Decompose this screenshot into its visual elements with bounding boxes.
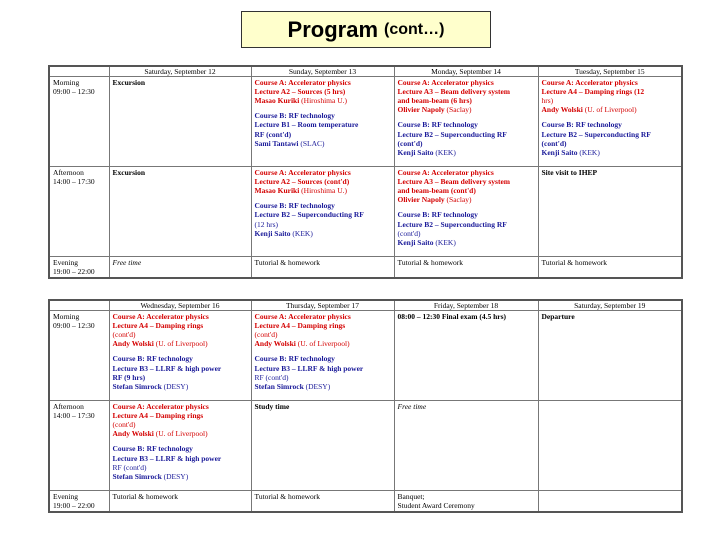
lecturer-affiliation: (SLAC) [300, 138, 325, 148]
course-a-title: Course A: Accelerator physics [397, 168, 494, 178]
day-header-sun13: Sunday, September 13 [251, 66, 394, 77]
lecture-title-cont: and beam-beam (6 hrs) [397, 96, 472, 106]
lecturer-affiliation: (DESY) [163, 381, 189, 391]
course-b-title: Course B: RF technology [397, 120, 478, 130]
day-header-sat12: Saturday, September 12 [109, 66, 251, 77]
lecture-title: Lecture A4 – Damping rings (12 [541, 87, 645, 97]
cell-text: 08:00 – 12:30 Final exam (4.5 hrs) [397, 312, 507, 322]
lecture-title-cont: (cont'd) [397, 228, 421, 238]
sat19-afternoon [538, 401, 682, 491]
cell-text: Site visit to IHEP [541, 168, 598, 178]
course-a-title: Course A: Accelerator physics [112, 402, 209, 412]
lecture-title-cont: hrs) [541, 96, 554, 106]
cell-text: Tutorial & homework [254, 258, 321, 268]
course-a-title: Course A: Accelerator physics [541, 78, 638, 88]
course-a-title: Course A: Accelerator physics [397, 78, 494, 88]
slot-label: Evening [53, 258, 78, 268]
lecture-title: Lecture B3 – LLRF & high power [112, 363, 222, 373]
course-b-title: Course B: RF technology [112, 354, 193, 364]
lecturer-affiliation: (U. of Liverpool) [297, 339, 350, 349]
sat12-afternoon [109, 167, 251, 257]
lecture-title: Lecture A4 – Damping rings [112, 411, 204, 421]
afternoon-row [49, 401, 682, 491]
lecture-title-cont: RF (cont'd) [254, 129, 292, 139]
day-header-sat19: Saturday, September 19 [538, 300, 682, 311]
lecturer-name: Stefan Simrock [112, 381, 162, 391]
cell-text: Excursion [112, 78, 146, 88]
course-b-title: Course B: RF technology [397, 210, 478, 220]
lecture-title-cont: and beam-beam (cont'd) [397, 186, 476, 196]
slot-morning [49, 311, 109, 401]
mon14-morning [394, 77, 538, 167]
course-a-title: Course A: Accelerator physics [254, 312, 351, 322]
slot-label: Afternoon [53, 402, 84, 412]
lecturer-name: Masao Kuriki [254, 96, 300, 106]
lecture-title: Lecture A3 – Beam delivery system [397, 177, 511, 187]
lecture-title: Lecture B2 – Superconducting RF [254, 210, 364, 220]
lecturer-name: Olivier Napoly [397, 105, 445, 115]
tue15-evening [538, 257, 682, 279]
lecturer-affiliation: (KEK) [579, 147, 600, 157]
mon14-evening [394, 257, 538, 279]
cell-text: Free time [112, 258, 142, 268]
lecture-title: Lecture A4 – Damping rings [254, 321, 346, 331]
lecture-title-cont: RF (9 hrs) [112, 372, 146, 382]
slot-morning [49, 77, 109, 167]
slot-evening [49, 491, 109, 513]
slot-label: Evening [53, 492, 78, 502]
lecturer-affiliation: (KEK) [435, 237, 456, 247]
morning-row [49, 77, 682, 167]
course-b-title: Course B: RF technology [254, 354, 335, 364]
course-a-title: Course A: Accelerator physics [254, 78, 351, 88]
sat19-morning [538, 311, 682, 401]
afternoon-row [49, 167, 682, 257]
course-b-title: Course B: RF technology [254, 201, 335, 211]
day-header-wed16: Wednesday, September 16 [109, 300, 251, 311]
slot-label: Afternoon [53, 168, 84, 178]
lecturer-name: Sami Tantawi [254, 138, 299, 148]
lecturer-name: Masao Kuriki [254, 186, 300, 196]
lecturer-name: Kenji Saito [397, 147, 434, 157]
page-title: Program [287, 16, 379, 42]
lecture-title: Lecture B2 – Superconducting RF [397, 129, 507, 139]
lecture-title: Lecture B3 – LLRF & high power [112, 453, 222, 463]
cell-text: Banquet; [397, 492, 425, 502]
lecturer-name: Stefan Simrock [254, 381, 304, 391]
lecture-title-cont: RF (cont'd) [254, 372, 289, 382]
cell-text: Departure [541, 312, 575, 322]
lecture-title-cont: (cont'd) [397, 138, 423, 148]
lecturer-affiliation: (U. of Liverpool) [155, 339, 208, 349]
lecturer-name: Andy Wolski [541, 105, 583, 115]
lecture-title: Lecture B3 – LLRF & high power [254, 363, 364, 373]
lecturer-affiliation: (Saclay) [446, 105, 472, 115]
slot-label: Morning [53, 312, 80, 322]
lecture-title-cont: (cont'd) [112, 420, 136, 430]
tue15-morning [538, 77, 682, 167]
fri18-morning [394, 311, 538, 401]
thu17-evening [251, 491, 394, 513]
lecture-title-cont: RF (cont'd) [112, 462, 147, 472]
mon14-afternoon [394, 167, 538, 257]
sun13-evening [251, 257, 394, 279]
slot-afternoon [49, 401, 109, 491]
wed16-evening [109, 491, 251, 513]
lecturer-name: Kenji Saito [541, 147, 578, 157]
day-header-tue15: Tuesday, September 15 [538, 66, 682, 77]
cell-text: Tutorial & homework [541, 258, 608, 268]
cell-text: Tutorial & homework [254, 492, 321, 502]
slot-label: Morning [53, 78, 80, 88]
slot-evening [49, 257, 109, 279]
sun13-morning [251, 77, 394, 167]
slot-time: 09:00 – 12:30 [53, 87, 95, 97]
sat12-morning [109, 77, 251, 167]
lecture-title: Lecture A3 – Beam delivery system [397, 87, 511, 97]
course-b-title: Course B: RF technology [112, 444, 193, 454]
lecturer-affiliation: (Saclay) [446, 195, 472, 205]
cell-text: Excursion [112, 168, 146, 178]
day-header-fri18: Friday, September 18 [394, 300, 538, 311]
day-header-mon14: Monday, September 14 [394, 66, 538, 77]
sun13-afternoon [251, 167, 394, 257]
evening-row [49, 257, 682, 279]
wed16-morning [109, 311, 251, 401]
lecturer-name: Olivier Napoly [397, 195, 445, 205]
header-row [49, 300, 682, 311]
lecture-title: Lecture A2 – Sources (cont'd) [254, 177, 350, 187]
evening-row [49, 491, 682, 513]
tue15-afternoon [538, 167, 682, 257]
cell-text: Tutorial & homework [112, 492, 179, 502]
corner-cell [49, 300, 109, 311]
lecturer-name: Andy Wolski [112, 429, 154, 439]
lecture-title-cont: (12 hrs) [254, 219, 279, 229]
schedule-table-week2 [48, 299, 683, 513]
cell-text: Free time [397, 402, 427, 412]
schedule-table-week1 [48, 65, 683, 279]
lecture-title: Lecture A4 – Damping rings [112, 321, 204, 331]
morning-row [49, 311, 682, 401]
lecture-title: Lecture B2 – Superconducting RF [541, 129, 651, 139]
lecturer-affiliation: (U. of Liverpool) [155, 429, 208, 439]
lecture-title: Lecture B1 – Room temperature [254, 120, 359, 130]
sat12-evening [109, 257, 251, 279]
cell-text: Tutorial & homework [397, 258, 464, 268]
lecturer-affiliation: (DESY) [163, 471, 189, 481]
cell-text: Student Award Ceremony [397, 501, 475, 511]
lecturer-name: Stefan Simrock [112, 471, 162, 481]
slot-time: 09:00 – 12:30 [53, 321, 95, 331]
slot-time: 14:00 – 17:30 [53, 411, 95, 421]
sat19-evening [538, 491, 682, 513]
fri18-evening [394, 491, 538, 513]
course-a-title: Course A: Accelerator physics [254, 168, 351, 178]
thu17-afternoon [251, 401, 394, 491]
slot-time: 14:00 – 17:30 [53, 177, 95, 187]
lecturer-name: Andy Wolski [112, 339, 154, 349]
day-header-thu17: Thursday, September 17 [251, 300, 394, 311]
course-b-title: Course B: RF technology [254, 111, 335, 121]
lecturer-name: Kenji Saito [397, 237, 434, 247]
lecturer-affiliation: (KEK) [435, 147, 456, 157]
lecturer-affiliation: (KEK) [292, 228, 313, 238]
header-row [49, 66, 682, 77]
slot-afternoon [49, 167, 109, 257]
page-title-suffix: (cont…) [384, 20, 445, 38]
lecturer-affiliation: (Hiroshima U.) [301, 186, 347, 196]
lecture-title: Lecture A2 – Sources (5 hrs) [254, 87, 346, 97]
lecturer-name: Kenji Saito [254, 228, 291, 238]
fri18-afternoon [394, 401, 538, 491]
course-a-title: Course A: Accelerator physics [112, 312, 209, 322]
lecturer-affiliation: (Hiroshima U.) [301, 96, 347, 106]
slot-time: 19:00 – 22:00 [53, 501, 95, 511]
corner-cell [49, 66, 109, 77]
thu17-morning [251, 311, 394, 401]
wed16-afternoon [109, 401, 251, 491]
lecturer-affiliation: (DESY) [305, 381, 331, 391]
lecture-title-cont: (cont'd) [254, 330, 278, 340]
lecture-title-cont: (cont'd) [541, 138, 567, 148]
title-box [241, 11, 491, 48]
lecture-title-cont: (cont'd) [112, 330, 136, 340]
lecturer-affiliation: (U. of Liverpool) [584, 105, 637, 115]
slot-time: 19:00 – 22:00 [53, 267, 95, 277]
course-b-title: Course B: RF technology [541, 120, 622, 130]
lecture-title: Lecture B2 – Superconducting RF [397, 219, 507, 229]
lecturer-name: Andy Wolski [254, 339, 296, 349]
cell-text: Study time [254, 402, 290, 412]
